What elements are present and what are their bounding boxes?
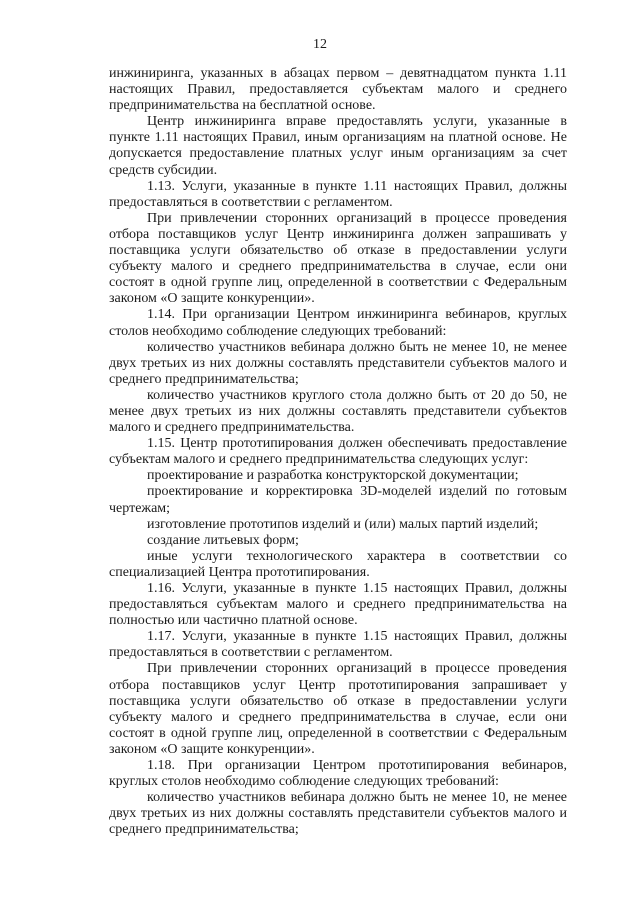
paragraph-engineering-third-parties: При привлечении сторонних организаций в процессе проведения отбора поставщиков услуг Центр инжиниринга должен запрашивать у поставщика услуги обязательство об отказе в предоставлении услуги субъекту малого и среднего предпринимательства в случае, если они состоят в одной группе лиц, определенной в соответствии с Федеральным законом «О защите конкуренции».	[109, 210, 567, 307]
list-item-prototyping-webinar-participants: количество участников вебинара должно быть не менее 10, не менее двух третьих из них должны составлять представители субъектов малого и среднего предпринимательства;	[109, 790, 567, 838]
list-item-3d-models: проектирование и корректировка 3D-моделей изделий по готовым чертежам;	[109, 484, 567, 516]
paragraph-1-14: 1.14. При организации Центром инжиниринга вебинаров, круглых столов необходимо соблюдение следующих требований:	[109, 307, 567, 339]
paragraph-1-13: 1.13. Услуги, указанные в пункте 1.11 настоящих Правил, должны предоставляться в соответствии с регламентом.	[109, 178, 567, 210]
list-item-prototypes: изготовление прототипов изделий и (или) малых партий изделий;	[147, 516, 539, 532]
list-item-design-documentation: проектирование и разработка конструкторской документации;	[147, 468, 519, 484]
paragraph-1-16: 1.16. Услуги, указанные в пункте 1.15 настоящих Правил, должны предоставляться субъектам малого и среднего предпринимательства на полностью или частично платной основе.	[109, 581, 567, 629]
list-item-roundtable-participants: количество участников круглого стола должно быть от 20 до 50, не менее двух третьих из них должны составлять представители субъектов малого и среднего предпринимательства.	[109, 387, 567, 436]
paragraph-1-18: 1.18. При организации Центром прототипирования вебинаров, круглых столов необходимо соблюдение следующих требований:	[109, 758, 567, 790]
list-item-webinar-participants: количество участников вебинара должно быть не менее 10, не менее двух третьих из них должны составлять представители субъектов малого и среднего предпринимательства;	[109, 339, 567, 387]
document-body	[109, 66, 567, 839]
paragraph-1-17: 1.17. Услуги, указанные в пункте 1.15 настоящих Правил, должны предоставляться в соответствии с регламентом.	[109, 629, 567, 661]
list-item-molds: создание литьевых форм;	[147, 532, 299, 548]
list-item-other-services: иные услуги технологического характера в соответствии со специализацией Центра прототипирования.	[109, 548, 567, 580]
paragraph-continuation: инжиниринга, указанных в абзацах первом – девятнадцатом пункта 1.11 настоящих Правил, предоставляется субъектам малого и среднего предпринимательства на бесплатной основе.	[109, 66, 567, 114]
paragraph-prototyping-third-parties: При привлечении сторонних организаций в процессе проведения отбора поставщиков услуг Центр прототипирования запрашивает у поставщика услуги обязательство об отказе в предоставлении услуги субъекту малого и среднего предпринимательства в случае, если они состоят в одной группе лиц, определенной в соответствии с Федеральным законом «О защите конкуренции».	[109, 661, 567, 757]
paragraph-engineering-paid-services: Центр инжиниринга вправе предоставлять услуги, указанные в пункте 1.11 настоящих Правил, иным организациям на платной основе. Не допускается предоставление платных услуг иным организациям за счет средств субсидии.	[109, 114, 567, 178]
page-number: 12	[313, 37, 327, 52]
paragraph-1-15: 1.15. Центр прототипирования должен обеспечивать предоставление субъектам малого и среднего предпринимательства следующих услуг:	[109, 436, 567, 468]
